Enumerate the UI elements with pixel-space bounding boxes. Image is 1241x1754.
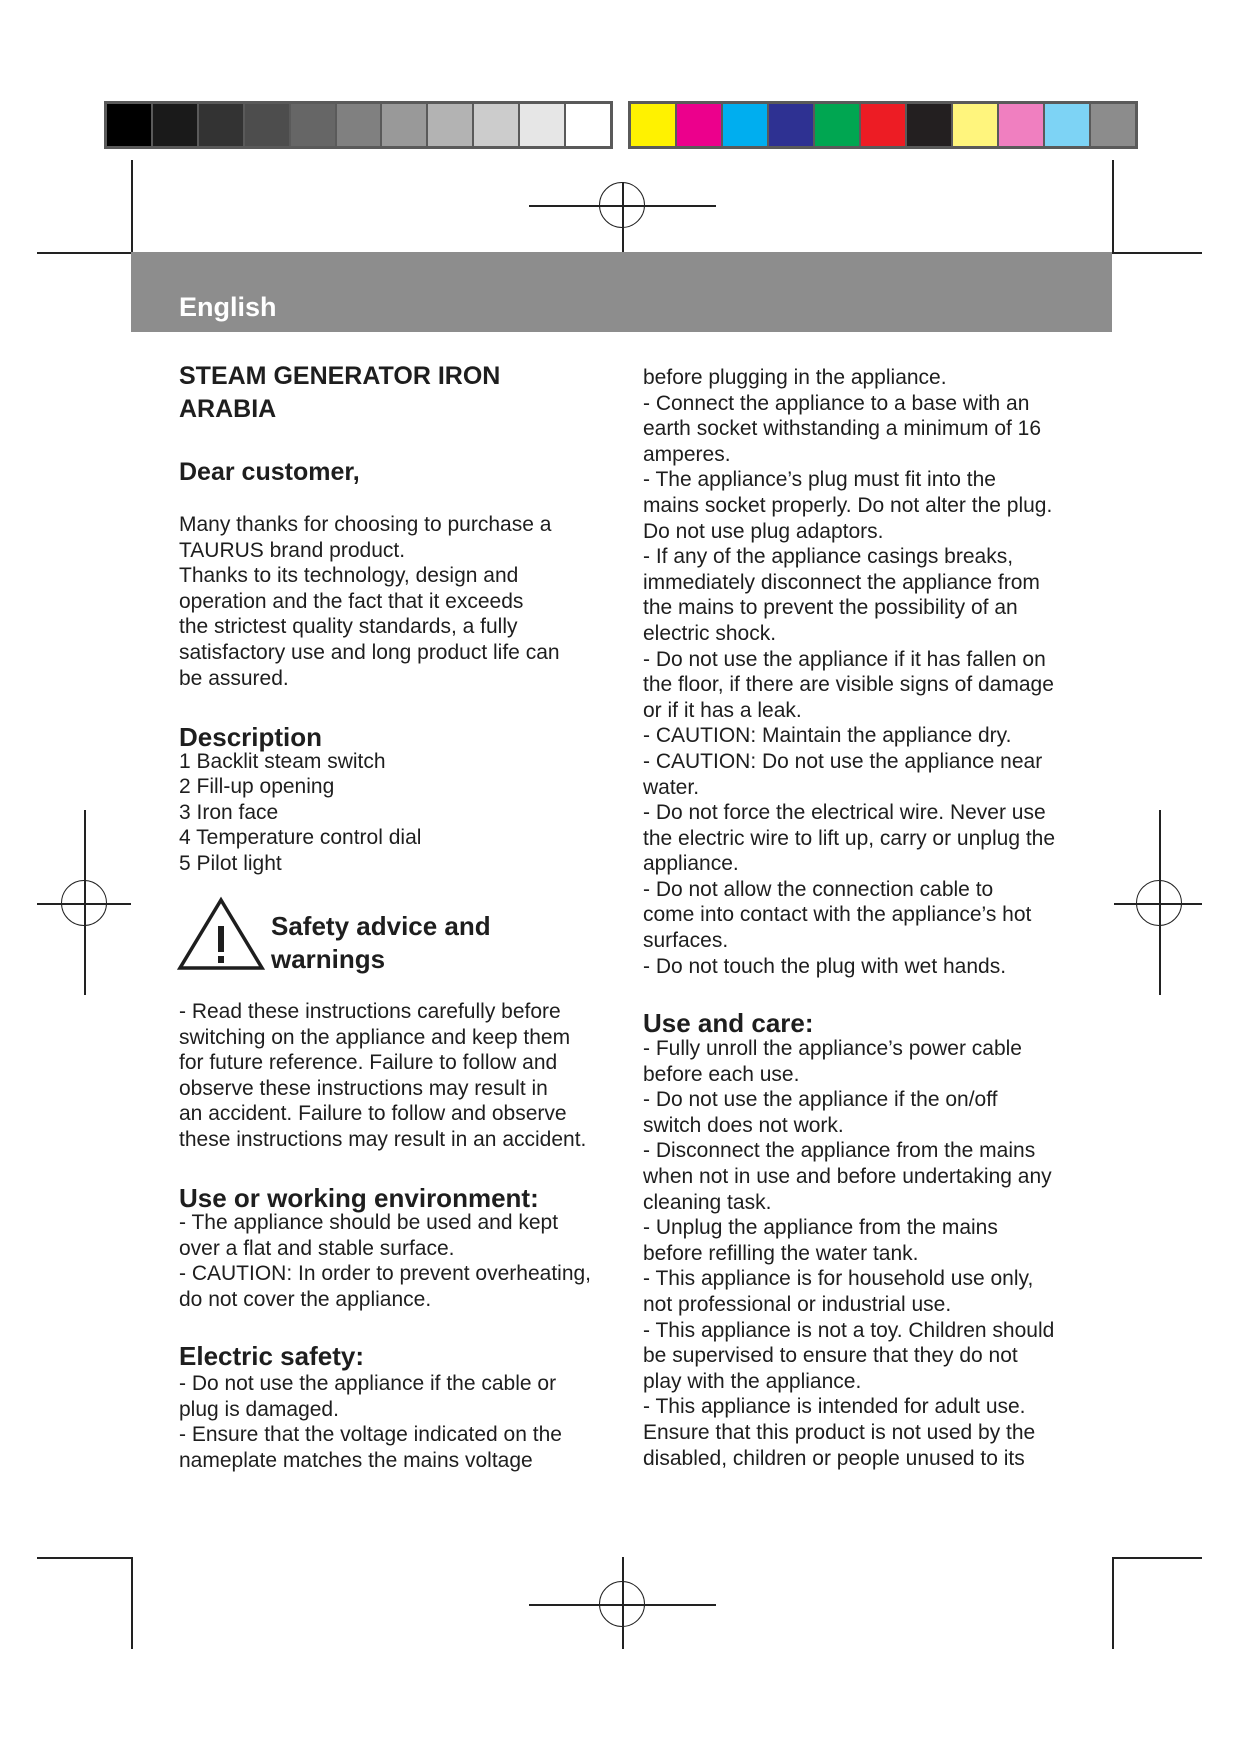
text-line: not professional or industrial use.: [643, 1292, 952, 1316]
text-line: do not cover the appliance.: [179, 1287, 432, 1311]
text-line: earth socket withstanding a minimum of 16: [643, 417, 1042, 441]
text-line: be supervised to ensure that they do not: [643, 1344, 1018, 1368]
color-swatch: [474, 104, 520, 146]
text-line: warnings: [271, 944, 386, 974]
text-line: appliance.: [643, 852, 739, 876]
text-line: electric shock.: [643, 621, 777, 645]
text-line: Many thanks for choosing to purchase a: [179, 513, 552, 536]
text-line: STEAM GENERATOR IRON: [179, 362, 501, 390]
language-header: [131, 252, 1112, 332]
text-line: before refilling the water tank.: [643, 1241, 919, 1265]
text-line: for future reference. Failure to follow and: [179, 1051, 558, 1075]
text-line: - CAUTION: Maintain the appliance dry.: [643, 724, 1012, 748]
text-line: observe these instructions may result in: [179, 1076, 548, 1100]
text-line: the floor, if there are visible signs of damage: [643, 673, 1054, 697]
text-line: water.: [643, 775, 700, 799]
color-swatch: [953, 104, 999, 146]
description-list: [179, 749, 421, 876]
text-line: 3 Iron face: [179, 800, 279, 824]
text-line: amperes.: [643, 442, 731, 466]
text-line: switch does not work.: [643, 1113, 844, 1137]
text-line: an accident. Failure to follow and observe: [179, 1102, 567, 1126]
warning-triangle-icon: [176, 896, 266, 972]
color-swatch: [907, 104, 953, 146]
text-line: - Do not force the electrical wire. Never use: [643, 801, 1046, 825]
text-line: - CAUTION: In order to prevent overheating,: [179, 1262, 592, 1286]
text-line: the mains to prevent the possibility of an: [643, 596, 1018, 620]
intro-paragraph: [179, 512, 560, 691]
text-line: 1 Backlit steam switch: [179, 750, 386, 773]
text-line: play with the appliance.: [643, 1369, 862, 1393]
document-title: [179, 360, 500, 426]
safety-heading: [271, 910, 491, 976]
text-line: when not in use and before undertaking any: [643, 1164, 1052, 1188]
color-swatch: [337, 104, 383, 146]
text-line: mains socket properly. Do not alter the plug.: [643, 493, 1053, 517]
color-swatch: [199, 104, 245, 146]
environment-heading: Use or working environment:: [179, 1183, 539, 1213]
text-line: before plugging in the appliance.: [643, 366, 947, 389]
text-line: - The appliance’s plug must fit into the: [643, 468, 996, 492]
text-line: surfaces.: [643, 929, 729, 953]
color-swatch: [1091, 104, 1135, 146]
text-line: ARABIA: [179, 395, 277, 423]
environment-paragraph: [179, 1210, 591, 1312]
color-swatch: [815, 104, 861, 146]
color-calibration-strip: [628, 101, 1138, 149]
text-line: - Unplug the appliance from the mains: [643, 1216, 998, 1240]
text-line: - Disconnect the appliance from the mains: [643, 1139, 1036, 1163]
text-line: the electric wire to lift up, carry or unplug the: [643, 826, 1056, 850]
text-line: Ensure that this product is not used by the: [643, 1420, 1036, 1444]
text-line: - Do not use the appliance if the on/off: [643, 1088, 998, 1112]
text-line: Safety advice and: [271, 911, 491, 941]
greeting: Dear customer,: [179, 458, 360, 486]
text-line: 5 Pilot light: [179, 851, 282, 875]
color-swatch: [428, 104, 474, 146]
description-heading: Description: [179, 722, 323, 752]
text-line: disabled, children or people unused to its: [643, 1446, 1025, 1470]
text-line: cleaning task.: [643, 1190, 772, 1214]
text-line: Do not use plug adaptors.: [643, 519, 884, 543]
electric-safety-continued: [643, 365, 1055, 979]
text-line: - This appliance is not a toy. Children should: [643, 1318, 1055, 1342]
text-line: - Read these instructions carefully before: [179, 1000, 561, 1023]
text-line: be assured.: [179, 666, 289, 690]
text-line: - Connect the appliance to a base with an: [643, 391, 1030, 415]
text-line: operation and the fact that it exceeds: [179, 589, 524, 613]
electric-safety-paragraph: [179, 1371, 562, 1473]
color-swatch: [769, 104, 815, 146]
color-swatch: [291, 104, 337, 146]
text-line: immediately disconnect the appliance from: [643, 570, 1040, 594]
text-line: TAURUS brand product.: [179, 538, 406, 562]
color-swatch: [153, 104, 199, 146]
color-swatch: [723, 104, 769, 146]
text-line: 2 Fill-up opening: [179, 775, 335, 799]
electric-safety-heading: Electric safety:: [179, 1341, 364, 1371]
text-line: the strictest quality standards, a fully: [179, 615, 518, 639]
color-swatch: [566, 104, 610, 146]
text-line: plug is damaged.: [179, 1397, 339, 1421]
language-label: English: [179, 292, 277, 322]
use-and-care-paragraph: [643, 1036, 1054, 1471]
text-line: these instructions may result in an accident.: [179, 1127, 587, 1151]
text-line: - The appliance should be used and kept: [179, 1211, 559, 1234]
grayscale-calibration-strip: [104, 101, 613, 149]
color-swatch: [631, 104, 677, 146]
color-swatch: [1045, 104, 1091, 146]
text-line: over a flat and stable surface.: [179, 1236, 455, 1260]
color-swatch: [382, 104, 428, 146]
text-line: switching on the appliance and keep them: [179, 1025, 571, 1049]
text-line: - CAUTION: Do not use the appliance near: [643, 749, 1043, 773]
use-and-care-heading: Use and care:: [643, 1008, 814, 1038]
text-line: Thanks to its technology, design and: [179, 564, 519, 588]
text-line: - This appliance is intended for adult use.: [643, 1395, 1026, 1419]
text-line: satisfactory use and long product life can: [179, 640, 560, 664]
text-line: or if it has a leak.: [643, 698, 802, 722]
text-line: - Ensure that the voltage indicated on the: [179, 1423, 562, 1447]
text-line: - Do not use the appliance if the cable or: [179, 1372, 557, 1395]
color-swatch: [520, 104, 566, 146]
text-line: - If any of the appliance casings breaks,: [643, 545, 1014, 569]
color-swatch: [999, 104, 1045, 146]
text-line: before each use.: [643, 1062, 800, 1086]
color-swatch: [861, 104, 907, 146]
text-line: - Fully unroll the appliance’s power cable: [643, 1037, 1022, 1060]
text-line: 4 Temperature control dial: [179, 826, 422, 850]
color-swatch: [245, 104, 291, 146]
text-line: - Do not allow the connection cable to: [643, 877, 994, 901]
text-line: come into contact with the appliance’s hot: [643, 903, 1032, 927]
text-line: - Do not touch the plug with wet hands.: [643, 954, 1007, 978]
color-swatch: [107, 104, 153, 146]
safety-paragraph: [179, 999, 586, 1153]
text-line: nameplate matches the mains voltage: [179, 1448, 533, 1472]
color-swatch: [677, 104, 723, 146]
text-line: - This appliance is for household use only,: [643, 1267, 1034, 1291]
text-line: - Do not use the appliance if it has fallen on: [643, 647, 1046, 671]
